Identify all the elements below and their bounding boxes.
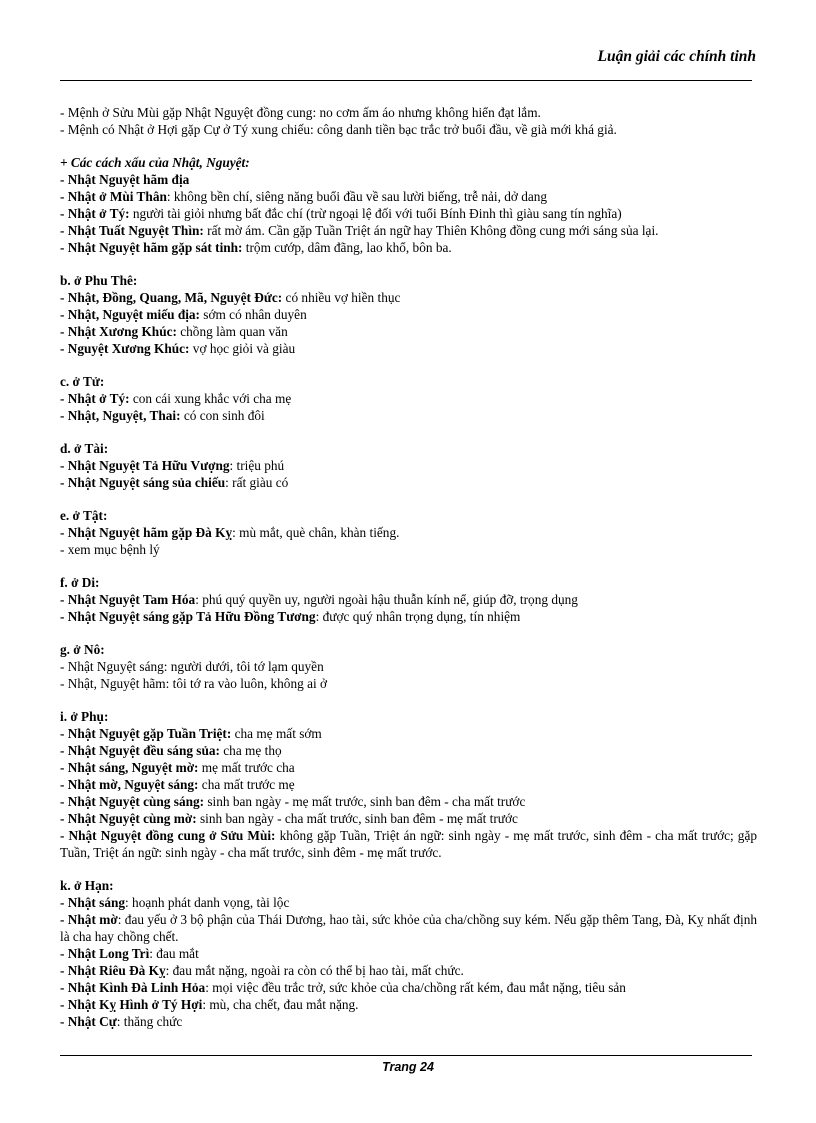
item-text: cha mẹ thọ [219,743,282,758]
list-item [60,725,757,742]
item-text: rất mờ ám. Cần gặp Tuần Triệt án ngữ hay Thiên Không đồng cung mới sáng sủa lại. [203,223,659,238]
item-text: : triệu phú [229,458,285,473]
list-item [60,793,757,810]
item-term: - Nhật Nguyệt Tả Hữu Vượng [60,458,230,473]
footer-rule [60,1055,752,1056]
item-text: không gặp Tuần, Triệt án ngữ: sinh ngày - mẹ mất trước, sinh đêm - cha mất trước; gặp Tuần, Triệt án ngữ: sinh ngày - cha mất trước, sinh đêm - mẹ mất trước. [60,828,757,860]
item-text: : mọi việc đều trắc trở, sức khỏe của cha/chồng rất kém, đau mắt nặng, tiêu sản [205,980,626,995]
item-text: : thăng chức [116,1014,183,1029]
spacer [60,357,757,373]
item-term: - Nhật Riêu Đà Kỵ [60,963,166,978]
item-term: - Nhật Nguyệt hãm gặp Đà Kỵ [60,525,233,540]
item-term: - Nhật, Nguyệt miếu địa: [60,307,200,322]
item-text: : mù, cha chết, đau mắt nặng. [202,997,359,1012]
item-term: - Nhật ở Tý: [60,206,130,221]
item-term: - Nhật Xương Khúc: [60,324,177,339]
item-text: : hoạnh phát danh vọng, tài lộc [125,895,290,910]
item-term: - Nhật Nguyệt Tam Hóa [60,592,196,607]
item-text: sinh ban ngày - cha mất trước, sinh ban đêm - mẹ mất trước [196,811,518,826]
section-heading: f. ở Di: [60,575,100,590]
list-item [60,658,757,675]
page-header-title: Luận giải các chính tinh [597,48,756,65]
item-text: cha mất trước mẹ [198,777,295,792]
item-text: sinh ban ngày - mẹ mất trước, sinh ban đêm - cha mất trước [204,794,526,809]
item-text: - Nhật, Nguyệt hãm: tôi tớ ra vào luôn, không ai ở [60,676,328,691]
item-term: - Nhật Nguyệt gặp Tuần Triệt: [60,726,232,741]
item-term: - Nhật Nguyệt cùng sáng: [60,794,205,809]
spacer [60,138,757,154]
section-heading: i. ở Phụ: [60,709,109,724]
item-term: - Nhật Nguyệt đồng cung ở Sửu Mùi: [60,828,276,843]
item-term: - Nhật mờ, Nguyệt sáng: [60,777,199,792]
list-item [60,407,757,424]
list-item [60,608,757,625]
item-text: cha mẹ mất sớm [231,726,322,741]
item-term: - Nhật ở Tý: [60,391,130,406]
item-text: : được quý nhân trọng dụng, tín nhiệm [315,609,521,624]
item-text: con cái xung khắc với cha mẹ [129,391,292,406]
item-text: chồng làm quan văn [176,324,288,339]
item-text: có con sinh đôi [180,408,265,423]
item-text: người tài giỏi nhưng bất đắc chí (trừ ngoại lệ đối với tuổi Bính Đinh thì giàu sang tín nghĩa) [129,206,622,221]
section-heading: e. ở Tật: [60,508,108,523]
item-term: - Nhật, Nguyệt, Thai: [60,408,181,423]
item-text: - xem mục bệnh lý [60,542,160,557]
list-item [60,810,757,827]
item-text: có nhiều vợ hiền thục [282,290,401,305]
list-item [60,239,757,256]
item-term: - Nhật Nguyệt sáng sủa chiếu [60,475,226,490]
item-text: vợ học giỏi và giàu [189,341,296,356]
document-body [60,104,757,1030]
list-item [60,827,757,861]
list-item [60,205,757,222]
list-item [60,776,757,793]
list-item [60,1013,757,1030]
item-text: : đau mắt nặng, ngoài ra còn có thể bị hao tài, mất chức. [165,963,464,978]
list-item [60,945,757,962]
item-text: : không bền chí, siêng năng buổi đầu về sau lười biếng, trễ nải, dở dang [166,189,548,204]
item-term: - Nguyệt Xương Khúc: [60,341,190,356]
item-text: - Nhật Nguyệt sáng: người dưới, tôi tớ lạm quyền [60,659,324,674]
spacer [60,861,757,877]
section-heading: d. ở Tài: [60,441,109,456]
list-item [60,289,757,306]
spacer [60,424,757,440]
item-term: - Nhật Long Trì [60,946,150,961]
intro-line: - Mệnh có Nhật ở Hợi gặp Cự ở Tý xung chiếu: công danh tiền bạc trắc trở buổi đầu, về già mới khá giả. [60,122,617,137]
spacer [60,256,757,272]
list-item [60,591,757,608]
item-term: - Nhật mờ [60,912,118,927]
list-item [60,340,757,357]
list-item [60,171,757,188]
list-item [60,474,757,491]
item-text: : rất giàu có [225,475,289,490]
list-item [60,541,757,558]
item-text: mẹ mất trước cha [198,760,295,775]
item-term: - Nhật Nguyệt đều sáng sủa: [60,743,220,758]
list-item [60,894,757,911]
item-text: : mù mắt, què chân, khàn tiếng. [232,525,400,540]
item-text: : phú quý quyền uy, người ngoài hậu thuẫn kính nể, giúp đỡ, trọng dụng [195,592,578,607]
item-text: trộm cướp, dâm đãng, lao khổ, bôn ba. [242,240,452,255]
intro-line: - Mệnh ở Sửu Mùi gặp Nhật Nguyệt đồng cung: no cơm ấm áo nhưng không hiển đạt lắm. [60,105,541,120]
item-term: - Nhật, Đồng, Quang, Mã, Nguyệt Đức: [60,290,283,305]
page-number: Trang 24 [382,1060,434,1074]
header-rule [60,80,752,81]
item-text: sớm có nhân duyên [199,307,307,322]
item-term: - Nhật sáng, Nguyệt mờ: [60,760,199,775]
item-term: - Nhật Kỵ Hình ở Tý Hợi [60,997,203,1012]
item-text: : đau yếu ở 3 bộ phận của Thái Dương, hao tài, sức khỏe của cha/chồng suy kém. Nếu gặp thêm Tang, Đà, Kỵ nhất định là cha hay chồng chết. [60,912,757,944]
item-term: - Nhật sáng [60,895,126,910]
list-item [60,306,757,323]
list-item [60,675,757,692]
item-term: - Nhật Nguyệt hãm địa [60,172,190,187]
item-term: - Nhật Nguyệt hãm gặp sát tinh: [60,240,243,255]
list-item [60,996,757,1013]
item-term: - Nhật Cự [60,1014,117,1029]
item-term: - Nhật Tuất Nguyệt Thìn: [60,223,204,238]
spacer [60,558,757,574]
list-item [60,222,757,239]
list-item [60,979,757,996]
item-term: - Nhật Nguyệt sáng gặp Tả Hữu Đồng Tương [60,609,316,624]
section-heading: k. ở Hạn: [60,878,114,893]
spacer [60,625,757,641]
section-heading: c. ở Tử: [60,374,105,389]
list-item [60,524,757,541]
list-item [60,188,757,205]
list-item [60,911,757,945]
item-text: : đau mắt [149,946,199,961]
item-term: - Nhật ở Mùi Thân [60,189,167,204]
list-item [60,759,757,776]
section-heading: + Các cách xấu của Nhật, Nguyệt: [60,155,250,170]
list-item [60,390,757,407]
spacer [60,692,757,708]
list-item [60,457,757,474]
list-item [60,323,757,340]
item-term: - Nhật Kình Đà Linh Hỏa [60,980,206,995]
spacer [60,491,757,507]
list-item [60,962,757,979]
list-item [60,742,757,759]
section-heading: b. ở Phu Thê: [60,273,138,288]
section-heading: g. ở Nô: [60,642,105,657]
item-term: - Nhật Nguyệt cùng mờ: [60,811,197,826]
